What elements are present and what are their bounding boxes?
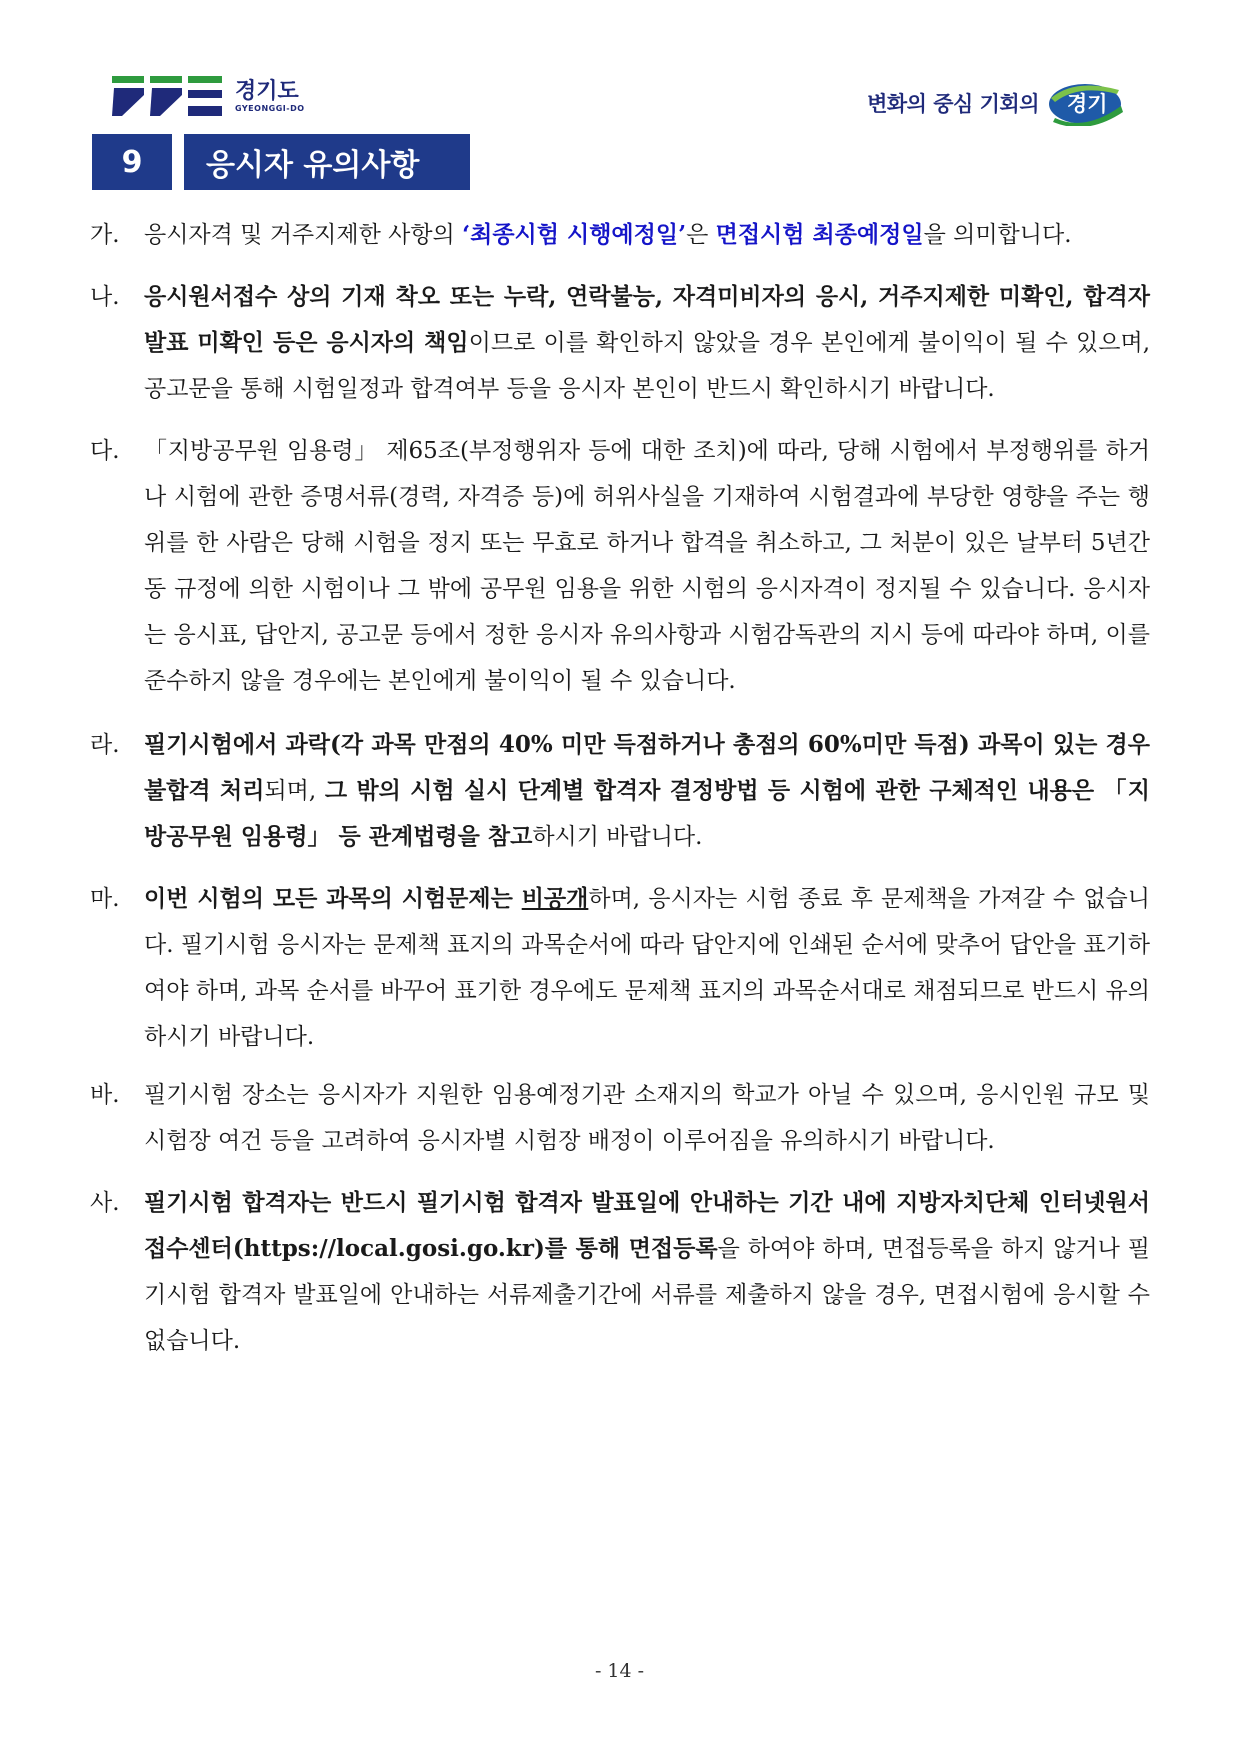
slogan-text: 변화의 중심 기회의 (867, 92, 1039, 116)
notice-text-segment: 면접시험 최종예정일 (715, 221, 924, 248)
notice-text-segment: 필기시험에서 과락(각 과목 만점의 40% 미만 득점하거나 총점의 60%미만 득점) 과목이 있는 경우 불합격 처리 (144, 731, 1150, 804)
gyeonggi-logo-mark-icon (112, 74, 227, 118)
section-title: 응시자 유의사항 (184, 134, 470, 190)
notice-text-segment: 을 의미합니다. (923, 222, 1072, 248)
notice-text-segment: 은 (686, 222, 716, 248)
logo-english-text: GYEONGGI-DO (235, 103, 305, 113)
notice-text-segment: 되며, (264, 778, 325, 804)
notice-text-segment: 하시기 바랍니다. (532, 824, 703, 850)
notice-item-marker: 사. (90, 1190, 120, 1216)
notice-item-text (144, 274, 1150, 412)
notice-text-segment: 응시원서접수 상의 기재 착오 또는 누락, 연락불능, 자격미비자의 응시, 거주지제한 미확인, 합격자발표 미확인 등은 응시자의 책임 (144, 283, 1150, 356)
slogan-badge (1045, 80, 1127, 126)
section-heading (92, 134, 470, 190)
slogan-logo (867, 80, 1127, 126)
notice-item (90, 428, 1150, 704)
notice-item (90, 212, 1150, 258)
notice-text-segment: 「지방공무원 임용령」 제65조(부정행위자 등에 대한 조치)에 따라, 당해 시험에서 부정행위를 하거나 시험에 관한 증명서류(경력, 자격증 등)에 허위사실을 기재하여 시험결과에 부당한 영향을 주는 행위를 한 사람은 당해 시험을 정지 또는 무효로 하거나 합격을 취소하고, 그 처분이 있은 날부터 5년간 동 규정에 의한 시험이나 그 밖에 공무원 임용을 위한 시험의 응시자격이 정지될 수 있습니다. 응시자는 응시표, 답안지, 공고문 등에서 정한 응시자 유의사항과 시험감독관의 지시 등에 따라야 하며, 이를 준수하지 않을 경우에는 본인에게 불이익이 될 수 있습니다. (144, 438, 1150, 694)
notice-item (90, 876, 1150, 1060)
notice-item (90, 722, 1150, 860)
notice-item-text (144, 722, 1150, 860)
notice-item-marker: 나. (90, 284, 120, 310)
notice-text-segment: 하며, 응시자는 시험 종료 후 문제책을 가져갈 수 없습니다. 필기시험 응시자는 문제책 표지의 과목순서에 따라 답안지에 인쇄된 순서에 맞추어 답안을 표기하여야 하며, 과목 순서를 바꾸어 표기한 경우에도 문제책 표지의 과목순서대로 채점되므로 반드시 유의하시기 바랍니다. (144, 886, 1150, 1050)
logo-korean-text: 경기도 (235, 78, 299, 104)
notice-item-text (144, 428, 1150, 704)
notice-text-segment: 비공개 (521, 885, 589, 912)
page-number: - 14 - (594, 1660, 645, 1682)
notice-item-text (144, 1072, 1150, 1164)
notice-text-segment: 그 밖의 시험 실시 단계별 합격자 결정방법 등 시험에 관한 구체적인 내용은 「지방공무원 임용령」 등 관계법령을 참고 (144, 777, 1150, 850)
notice-list (90, 212, 1150, 1364)
notice-text-segment: 필기시험 장소는 응시자가 지원한 임용예정기관 소재지의 학교가 아닐 수 있으며, 응시인원 규모 및 시험장 여건 등을 고려하여 응시자별 시험장 배정이 이루어짐을 유의하시기 바랍니다. (144, 1082, 1150, 1154)
notice-item (90, 274, 1150, 412)
notice-text-segment: 을 하여야 하며, 면접등록을 하지 않거나 필기시험 합격자 발표일에 안내하는 서류제출기간에 서류를 제출하지 않을 경우, 면접시험에 응시할 수 없습니다. (144, 1236, 1150, 1354)
slogan-badge-text: 경기 (1067, 92, 1108, 116)
notice-item-marker: 다. (90, 438, 120, 464)
notice-item-text (144, 1180, 1150, 1364)
notice-item (90, 1180, 1150, 1364)
notice-item-marker: 바. (90, 1082, 120, 1108)
notice-item-text (144, 876, 1150, 1060)
section-number: 9 (92, 134, 172, 190)
notice-text-segment: 이번 시험의 모든 과목의 시험문제는 (144, 885, 522, 912)
notice-text-segment: ‘최종시험 시행예정일’ (462, 221, 687, 248)
page-header (0, 0, 1239, 130)
notice-item-marker: 가. (90, 222, 120, 248)
gyeonggi-logo (112, 74, 305, 118)
notice-item-marker: 라. (90, 732, 120, 758)
notice-item-text (144, 212, 1150, 258)
notice-text-segment: 필기시험 합격자는 반드시 필기시험 합격자 발표일에 안내하는 기간 내에 지방자치단체 인터넷원서접수센터(https://local.gosi.go.kr)를 통해 면접등록 (144, 1189, 1150, 1262)
notice-item-marker: 마. (90, 886, 120, 912)
notice-item (90, 1072, 1150, 1164)
notice-text-segment: 이므로 이를 확인하지 않았을 경우 본인에게 불이익이 될 수 있으며, 공고문을 통해 시험일정과 합격여부 등을 응시자 본인이 반드시 확인하시기 바랍니다. (144, 330, 1151, 402)
notice-text-segment: 응시자격 및 거주지제한 사항의 (144, 222, 463, 248)
